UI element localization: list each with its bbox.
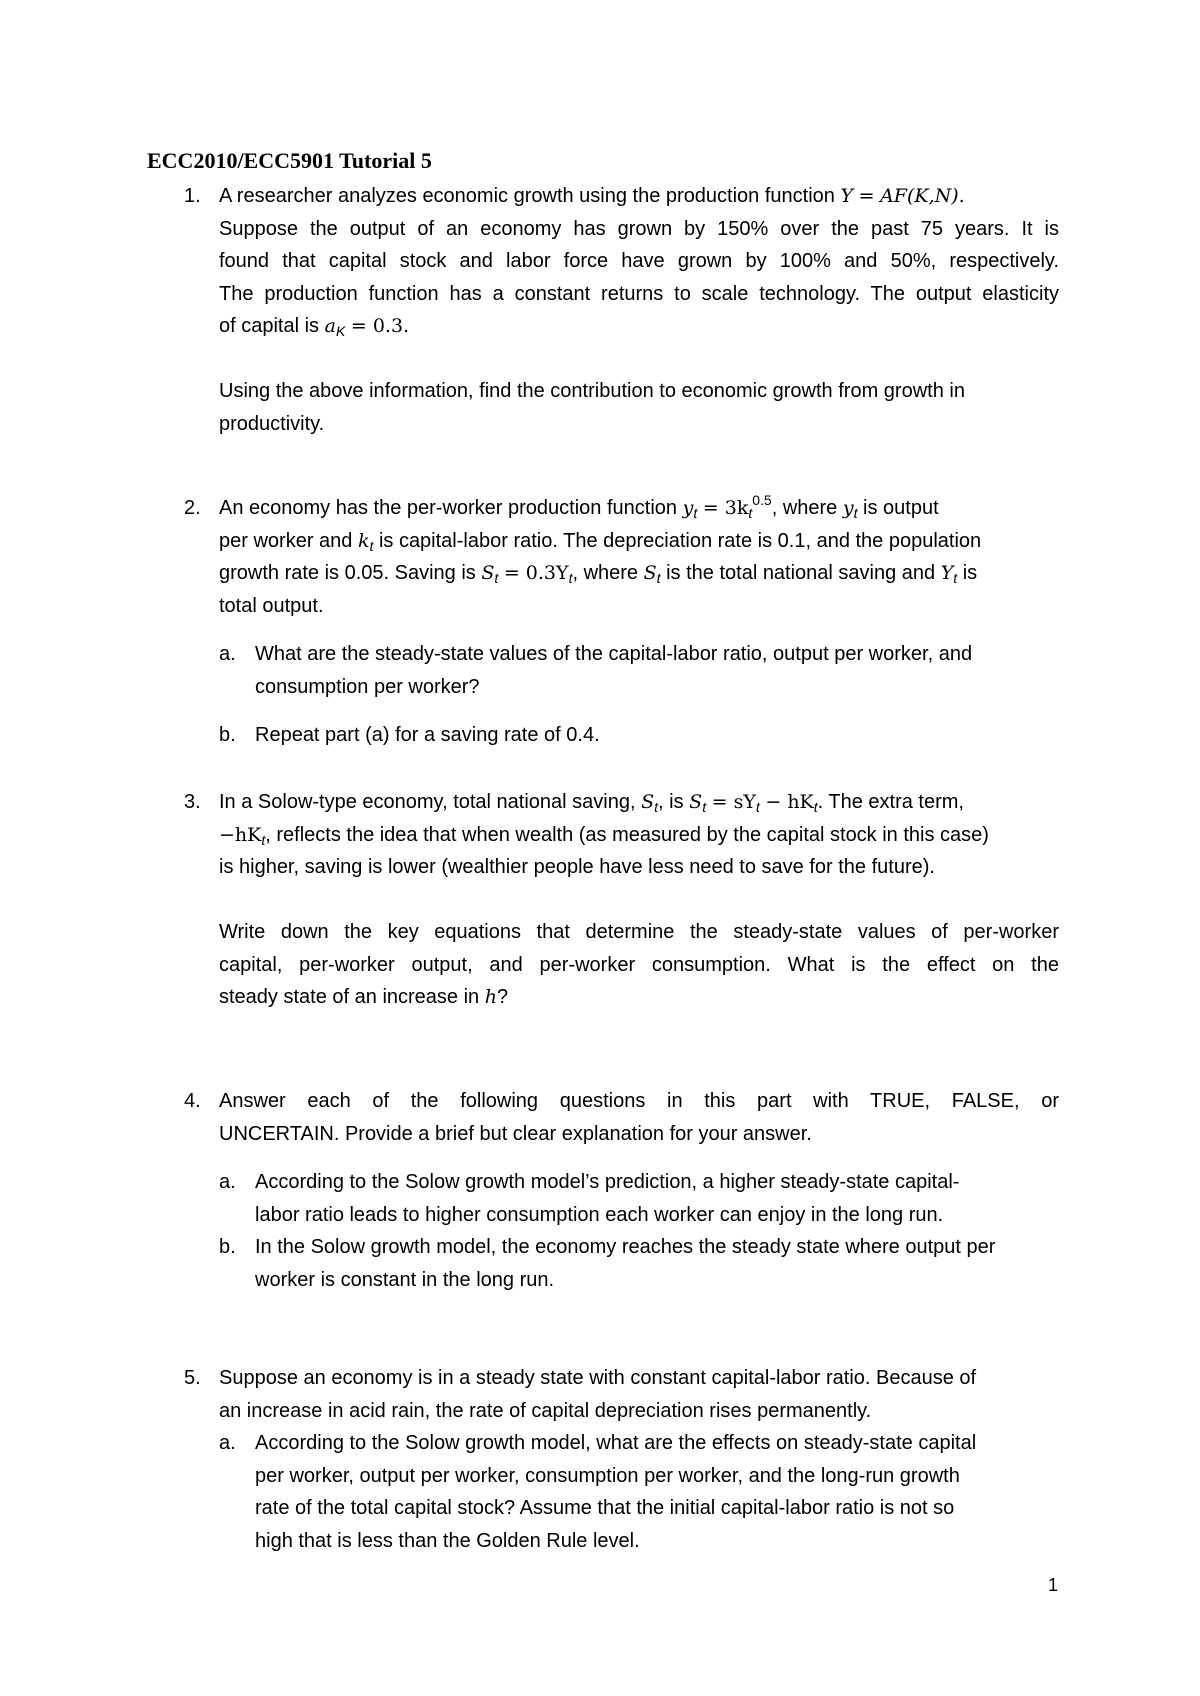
question-number: 2. (184, 497, 201, 519)
question-2: 2. An economy has the per-worker production function $y_t = 3k_t^{0.5}$, where $y_t$ is output per worker and $k_t$ is capital-labor ratio. The depreciation rate is 0.1, and the population growth rate is 0.05. Saving is $S_t = 0.3Y_t$, where $S_t$ is the total national saving and $Y_t$ is total output. a. What are the steady-state values of the capital-labor ratio, output per worker, and consumption per worker? b. Repeat part (a) for a saving rate of 0.4. (147, 492, 1059, 752)
page-number: 1 (1048, 1575, 1059, 1595)
question-number: 3. (184, 791, 201, 813)
question-4: 4. Answer each of the following questions in this part with TRUE, FALSE, or UNCERTAIN. Provide a brief but clear explanation for your answer. a. According to the Solow growth model’s prediction, a higher steady-state capital- labor ratio leads to higher consumption each worker can enjoy in the long run. b. In the Solow growth model, the economy reaches the steady state where output per worker is constant in the long run. (147, 1085, 1059, 1296)
question-5: 5. Suppose an economy is in a steady state with constant capital-labor ratio. Because of an increase in acid rain, the rate of capital depreciation rises permanently. a. According to the Solow growth model, what are the effects on steady-state capital per worker, output per worker, consumption per worker, and the long-run growth rate of the total capital stock? Assume that the initial capital-labor ratio is not so high that is less than the Golden Rule level. (147, 1362, 1059, 1557)
question-1: 1. A researcher analyzes economic growth using the production function Y = AF(K,N). Suppose the output of an economy has grown by 150% over the past 75 years. It is found that capital stock and labor force have grown by 100% and 50%, respectively. The production function has a constant returns to scale technology. The output elasticity of capital is $a_K = 0.3$. Using the above information, find the contribution to economic growth from growth in productivity. (147, 180, 1059, 440)
question-4a: a. According to the Solow growth model’s prediction, a higher steady-state capital- labor ratio leads to higher consumption each worker can enjoy in the long run. (219, 1171, 960, 1226)
question-5a: a. According to the Solow growth model, what are the effects on steady-state capital per worker, output per worker, consumption per worker, and the long-run growth rate of the total capital stock? Assume that the initial capital-labor ratio is not so high that is less than the Golden Rule level. (219, 1432, 977, 1552)
question-number: 5. (184, 1367, 201, 1389)
question-3: 3. In a Solow-type economy, total national saving, $S_t$, is $S_t = sY_t - hK_t$. The extra term, $-hK_t$, reflects the idea that when wealth (as measured by the capital stock in this case) is higher, saving is lower (wealthier people have less need to save for the future). Write down the key equations that determine the steady-state values of per-worker capital, per-worker output, and per-worker consumption. What is the effect on the steady state of an increase in h? (147, 786, 1059, 1014)
question-2a: a. What are the steady-state values of the capital-labor ratio, output per worker, and consumption per worker? (219, 643, 973, 698)
question-number: 4. (184, 1090, 201, 1112)
question-number: 1. (184, 185, 201, 207)
question-2b: b. Repeat part (a) for a saving rate of 0.4. (219, 724, 600, 746)
page-title: ECC2010/ECC5901 Tutorial 5 (147, 148, 432, 173)
question-4b: b. In the Solow growth model, the economy reaches the steady state where output per worker is constant in the long run. (219, 1236, 996, 1291)
